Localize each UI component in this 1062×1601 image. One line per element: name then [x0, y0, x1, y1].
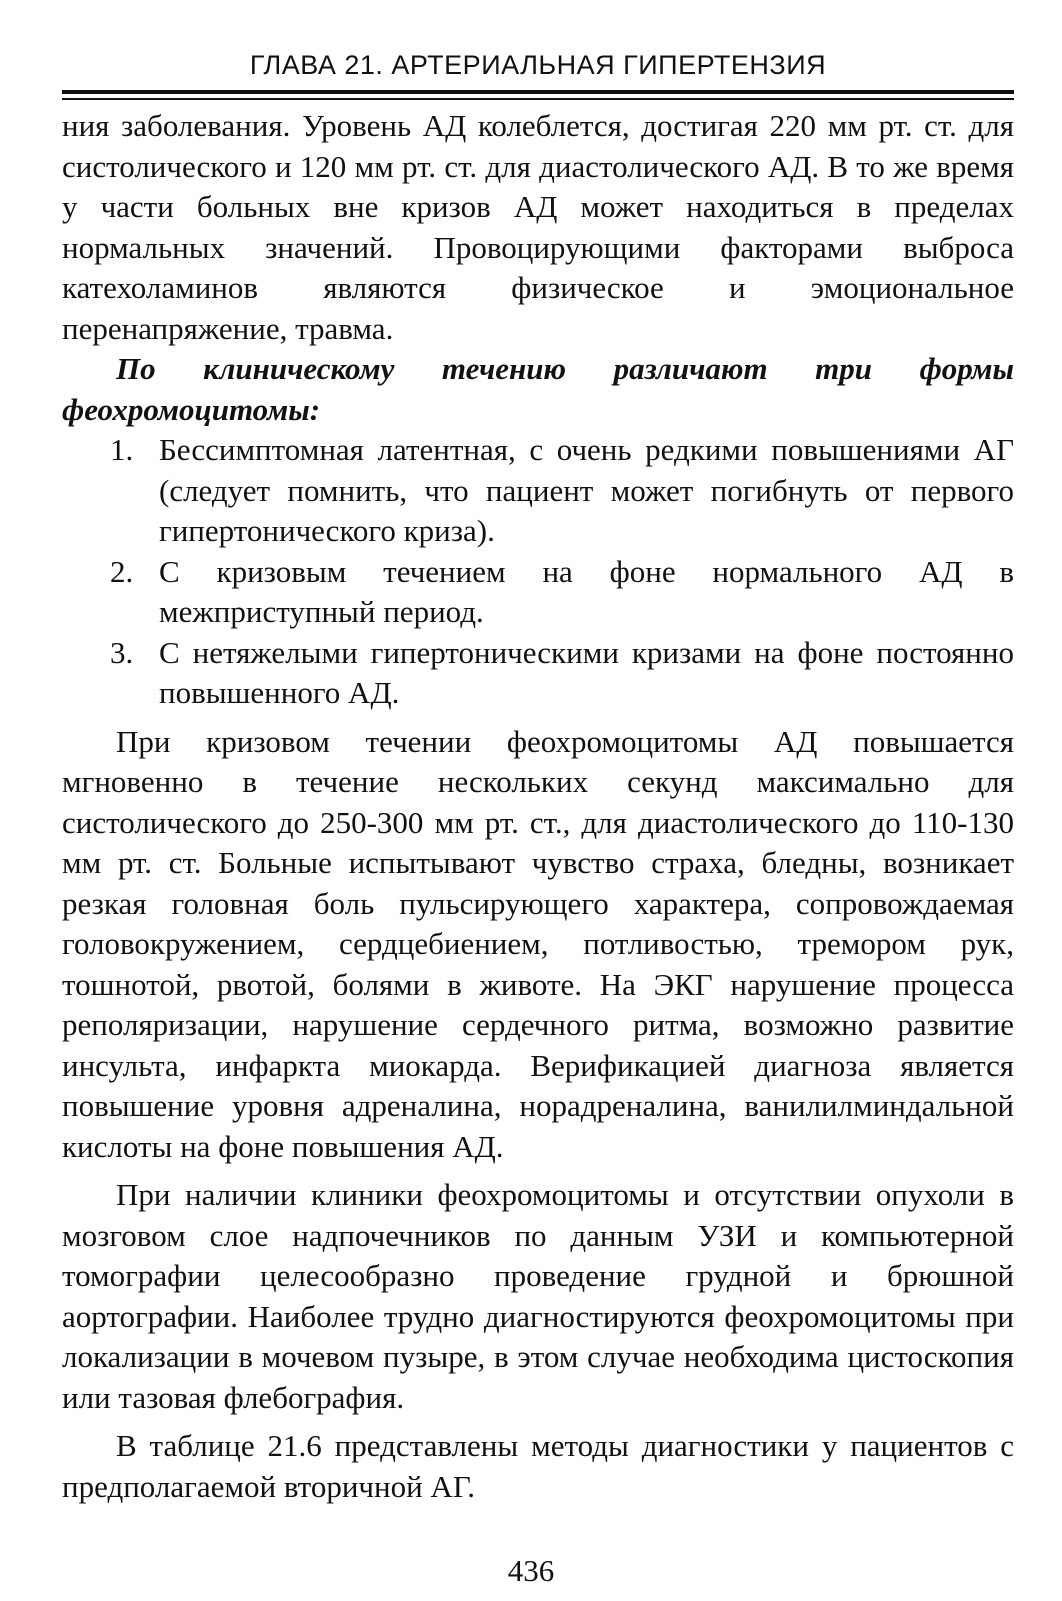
header-rule-thick: [62, 90, 1014, 94]
list-number: 2.: [110, 553, 134, 589]
paragraph-diagnostics: При наличии клиники феохромоцитомы и отсутствии опухоли в мозговом слое надпочечников по данным УЗИ и компьютерной томографии целесообразно проведение грудной и брюшной аортографии. Наиболее трудно диагностируются феохромоцитомы при локализации в мочевом пузыре, в этом случае необходима цистоскопия или тазовая флебография.: [62, 1177, 1014, 1415]
paragraph-crisis: При кризовом течении феохромоцитомы АД повышается мгновенно в течение нескольких секунд максимально для систолического до 250-300 мм рт. ст., для диастолического до 110-130 мм рт. ст. Больные испытывают чувство страха, бледны, возникает резкая головная боль пульсирующего характера, сопровождаемая головокружением, сердцебиением, потливостью, тремором рук, тошнотой, рвотой, болями в животе. На ЭКГ нарушение процесса реполяризации, нарушение сердечного ритма, возможно развитие инсульта, инфаркта миокарда. Верификацией диагноза является повышение уровня адреналина, норадреналина, ванилилминдальной кислоты на фоне повышения АД.: [62, 723, 1014, 1164]
list-item: [62, 552, 1014, 633]
forms-list: [62, 430, 1014, 714]
list-number: 3.: [110, 634, 134, 670]
list-item-text: С нетяжелыми гипертоническими кризами на фоне постоянно повышенного АД.: [159, 634, 1014, 710]
paragraph-continuation: ния заболевания. Уровень АД колеблется, достигая 220 мм рт. ст. для систолического и 120 мм рт. ст. для диастолического АД. В то же время у части больных вне кризов АД может находиться в пределах нормальных значений. Провоцирующими факторами выброса катехоламинов являются физическое и эмоциональное перенапряжение, травма.: [62, 108, 1014, 346]
page-number: 436: [507, 1553, 555, 1588]
list-item: [62, 633, 1014, 714]
list-item: [62, 430, 1014, 552]
paragraph-table-reference: В таблице 21.6 представлены методы диагностики у пациентов с предполагаемой вторичной АГ.: [62, 1428, 1014, 1504]
section-heading: По клиническому течению различают три формы феохромоцитомы:: [62, 351, 1014, 427]
list-number: 1.: [110, 432, 134, 467]
list-item-text: С кризовым течением на фоне нормального АД в межприступный период.: [159, 553, 1014, 629]
list-item-text: Бессимптомная латентная, с очень редкими повышениями АГ (следует помнить, что пациент может погибнуть от первого гипертонического криза).: [159, 432, 1014, 548]
running-header: ГЛАВА 21. АРТЕРИАЛЬНАЯ ГИПЕРТЕНЗИЯ: [249, 50, 827, 80]
page-body: [62, 106, 1014, 1507]
header-rule-thin: [62, 98, 1014, 100]
